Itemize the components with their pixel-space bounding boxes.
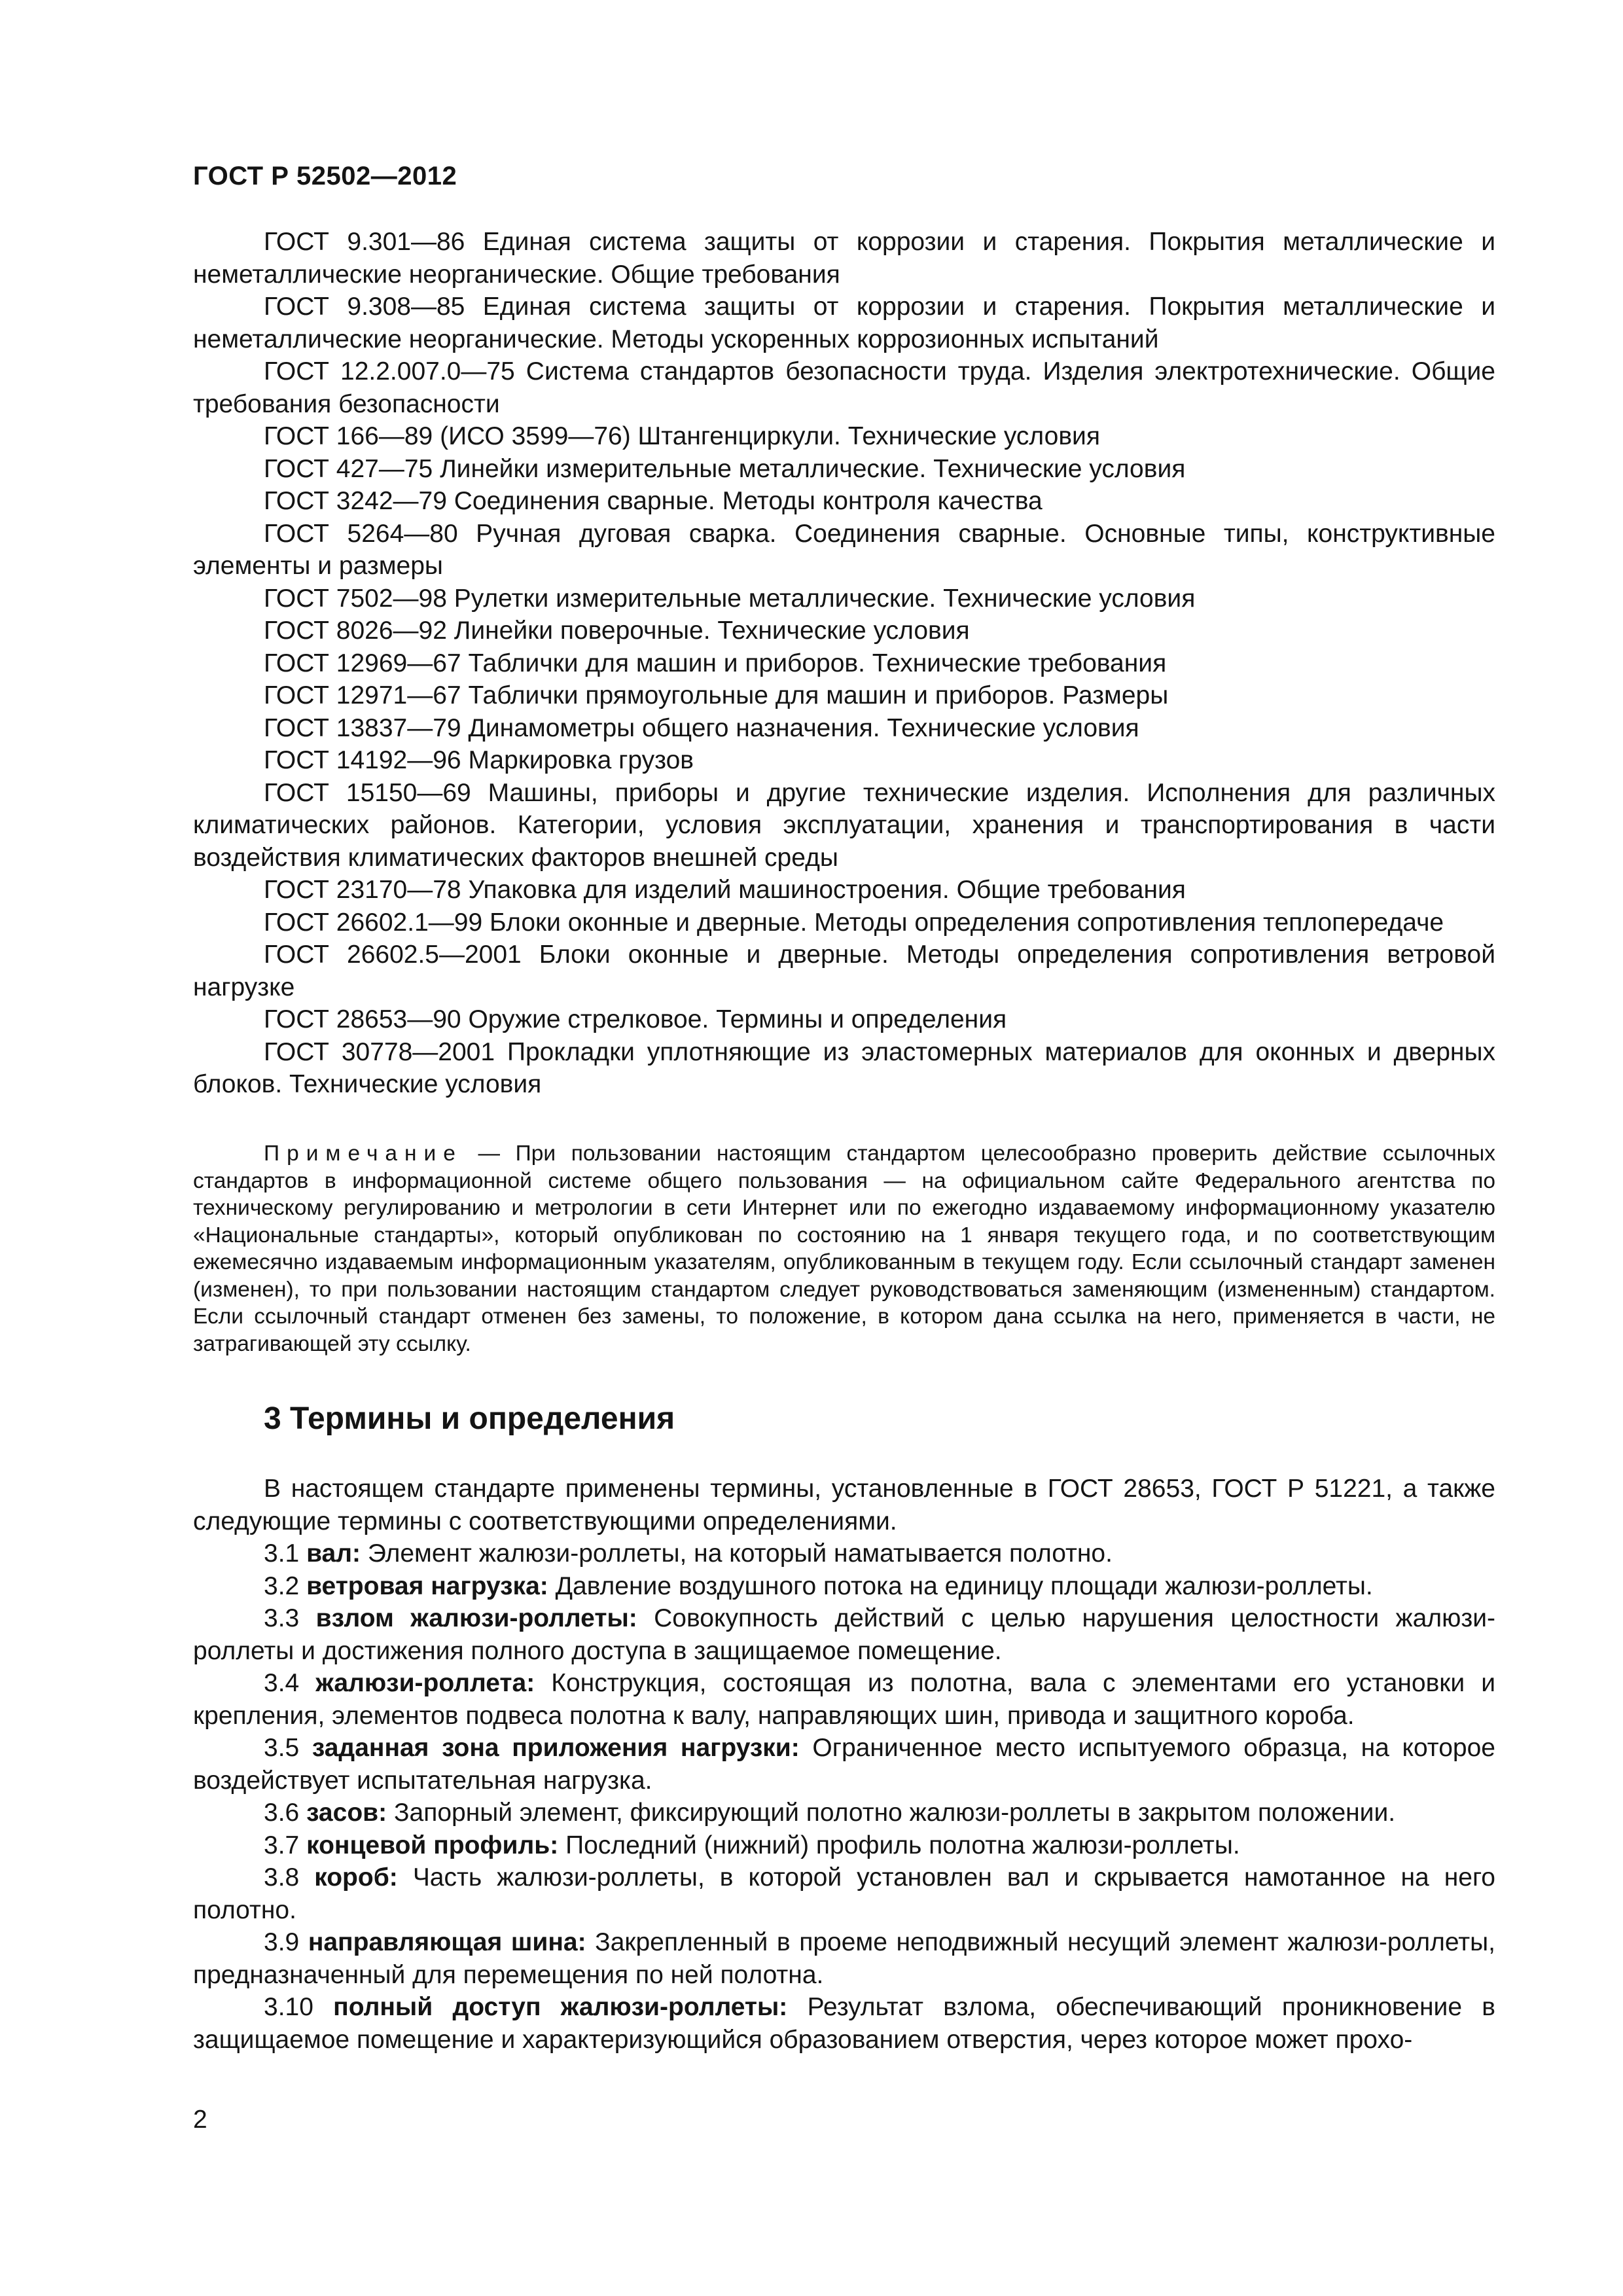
- note-block: [193, 1140, 1495, 1357]
- definition-text: Давление воздушного потока на единицу площади жалюзи-роллеты.: [555, 1571, 1373, 1600]
- reference-item: ГОСТ 23170—78 Упаковка для изделий машиностроения. Общие требования: [264, 876, 1186, 904]
- definition-term: короб:: [314, 1863, 398, 1892]
- definition-number: 3.4: [264, 1669, 300, 1697]
- definition-item: [193, 1732, 1495, 1797]
- definition-text: Конструкция, состоящая из полотна, вала с элементами его установки и крепления, элементов подвеса полотна к валу, направляющих шин, привода и защитного короба.: [193, 1669, 1495, 1730]
- document-code-header: ГОСТ Р 52502—2012: [193, 162, 457, 190]
- definition-item: [193, 1829, 1495, 1862]
- definition-term: ветровая нагрузка:: [306, 1571, 548, 1600]
- definition-text: Ограниченное место испытуемого образца, на которое воздействует испытательная нагрузка.: [193, 1734, 1495, 1795]
- note-text: — При пользовании настоящим стандартом целесообразно проверить действие ссылочных стандартов в информационной системе общего пользования — на официальном сайте Федерального агентства по техническому регулированию и метрологии в сети Интернет или по ежегодно издаваемому информационному указателю «Национальные стандарты», который опубликован по состоянию на 1 января текущего года, и по соответствующим ежемесячно издаваемым информационным указателям, опубликованным в текущем году. Если ссылочный стандарт заменен (изменен), то при пользовании настоящим стандартом следует руководствоваться заменяющим (измененным) стандартом. Если ссылочный стандарт отменен без замены, то положение, в котором дана ссылка на него, применяется в части, не затрагивающей эту ссылку.: [193, 1141, 1495, 1356]
- definition-text: Элемент жалюзи-роллеты, на который наматывается полотно.: [367, 1539, 1113, 1568]
- definition-number: 3.10: [264, 1993, 313, 2021]
- definition-number: 3.5: [264, 1734, 300, 1762]
- reference-item: ГОСТ 26602.1—99 Блоки оконные и дверные. Методы определения сопротивления теплопередаче: [264, 908, 1444, 937]
- definition-number: 3.3: [264, 1604, 300, 1632]
- reference-item: ГОСТ 5264—80 Ручная дуговая сварка. Соединения сварные. Основные типы, конструктивные элементы и размеры: [193, 519, 1495, 580]
- reference-item: ГОСТ 427—75 Линейки измерительные металлические. Технические условия: [264, 454, 1186, 483]
- definition-item: [193, 1926, 1495, 1991]
- definition-text: Часть жалюзи-роллеты, в которой установлен вал и скрывается намотанное на него полотно.: [193, 1863, 1496, 1924]
- definition-number: 3.1: [264, 1539, 300, 1568]
- reference-item: ГОСТ 14192—96 Маркировка грузов: [264, 746, 694, 774]
- reference-item: ГОСТ 166—89 (ИСО 3599—76) Штангенциркули. Технические условия: [264, 422, 1100, 450]
- page-number: 2: [193, 2106, 207, 2134]
- reference-item: ГОСТ 26602.5—2001 Блоки оконные и дверные. Методы определения сопротивления ветровой нагрузке: [193, 941, 1495, 1001]
- definition-term: концевой профиль:: [306, 1831, 559, 1859]
- definition-term: жалюзи-роллета:: [315, 1669, 535, 1697]
- definition-text: Последний (нижний) профиль полотна жалюзи-роллеты.: [565, 1831, 1240, 1859]
- definition-text: Закрепленный в проеме неподвижный несущий элемент жалюзи-роллеты, предназначенный для перемещения по ней полотна.: [193, 1928, 1495, 1989]
- definition-term: вал:: [306, 1539, 361, 1568]
- reference-item: ГОСТ 13837—79 Динамометры общего назначения. Технические условия: [264, 713, 1139, 742]
- definition-item: [193, 1861, 1495, 1926]
- reference-item: ГОСТ 12.2.007.0—75 Система стандартов безопасности труда. Изделия электротехнические. Общие требования безопасности: [193, 357, 1495, 418]
- definition-text: Совокупность действий с целью нарушения целостности жалюзи-роллеты и достижения полного доступа в защищаемое помещение.: [193, 1604, 1495, 1665]
- reference-item: ГОСТ 8026—92 Линейки поверочные. Технические условия: [264, 617, 970, 645]
- reference-item: ГОСТ 12969—67 Таблички для машин и приборов. Технические требования: [264, 649, 1167, 677]
- definition-number: 3.6: [264, 1799, 300, 1827]
- definition-number: 3.2: [264, 1571, 300, 1600]
- note-paragraph: [193, 1140, 1495, 1357]
- definition-term: направляющая шина:: [308, 1928, 586, 1956]
- definitions-list: [193, 1473, 1495, 2056]
- reference-item: ГОСТ 12971—67 Таблички прямоугольные для машин и приборов. Размеры: [264, 681, 1169, 709]
- definition-item: [193, 1537, 1495, 1570]
- normative-references-list: [193, 226, 1495, 1101]
- reference-item: ГОСТ 9.301—86 Единая система защиты от коррозии и старения. Покрытия металлические и неметаллические неорганические. Общие требования: [193, 228, 1495, 289]
- section-title: 3 Термины и определения: [264, 1401, 675, 1436]
- reference-item: ГОСТ 9.308—85 Единая система защиты от коррозии и старения. Покрытия металлические и неметаллические неорганические. Методы ускоренных коррозионных испытаний: [193, 293, 1495, 353]
- definition-text: Запорный элемент, фиксирующий полотно жалюзи-роллеты в закрытом положении.: [393, 1799, 1396, 1827]
- definition-number: 3.9: [264, 1928, 300, 1956]
- definition-text: Результат взлома, обеспечивающий проникновение в защищаемое помещение и характеризующийся образованием отверстия, через которое может прохо-: [193, 1993, 1496, 2054]
- definition-number: 3.8: [264, 1863, 300, 1892]
- reference-item: ГОСТ 7502—98 Рулетки измерительные металлические. Технические условия: [264, 584, 1196, 613]
- definition-term: полный доступ жалюзи-роллеты:: [333, 1993, 788, 2021]
- note-label: Примечание: [264, 1141, 463, 1166]
- definition-number: 3.7: [264, 1831, 300, 1859]
- definition-item: [193, 1991, 1495, 2056]
- reference-item: ГОСТ 28653—90 Оружие стрелковое. Термины и определения: [264, 1005, 1007, 1033]
- definition-item: [193, 1570, 1495, 1603]
- reference-item: ГОСТ 30778—2001 Прокладки уплотняющие из эластомерных материалов для оконных и дверных блоков. Технические условия: [193, 1037, 1495, 1098]
- definition-item: [193, 1797, 1495, 1829]
- reference-item: ГОСТ 3242—79 Соединения сварные. Методы контроля качества: [264, 487, 1043, 515]
- definition-item: [193, 1667, 1495, 1732]
- definition-term: взлом жалюзи-роллеты:: [315, 1604, 637, 1632]
- reference-item: ГОСТ 15150—69 Машины, приборы и другие технические изделия. Исполнения для различных климатических районов. Категории, условия эксплуатации, хранения и транспортирования в части воздействия климатических факторов внешней среды: [193, 778, 1495, 872]
- definition-item: [193, 1602, 1495, 1667]
- section-intro: В настоящем стандарте применены термины, установленные в ГОСТ 28653, ГОСТ Р 51221, а также следующие термины с соответствующими определениями.: [193, 1475, 1495, 1535]
- definition-term: заданная зона приложения нагрузки:: [312, 1734, 800, 1762]
- definition-term: засов:: [306, 1799, 387, 1827]
